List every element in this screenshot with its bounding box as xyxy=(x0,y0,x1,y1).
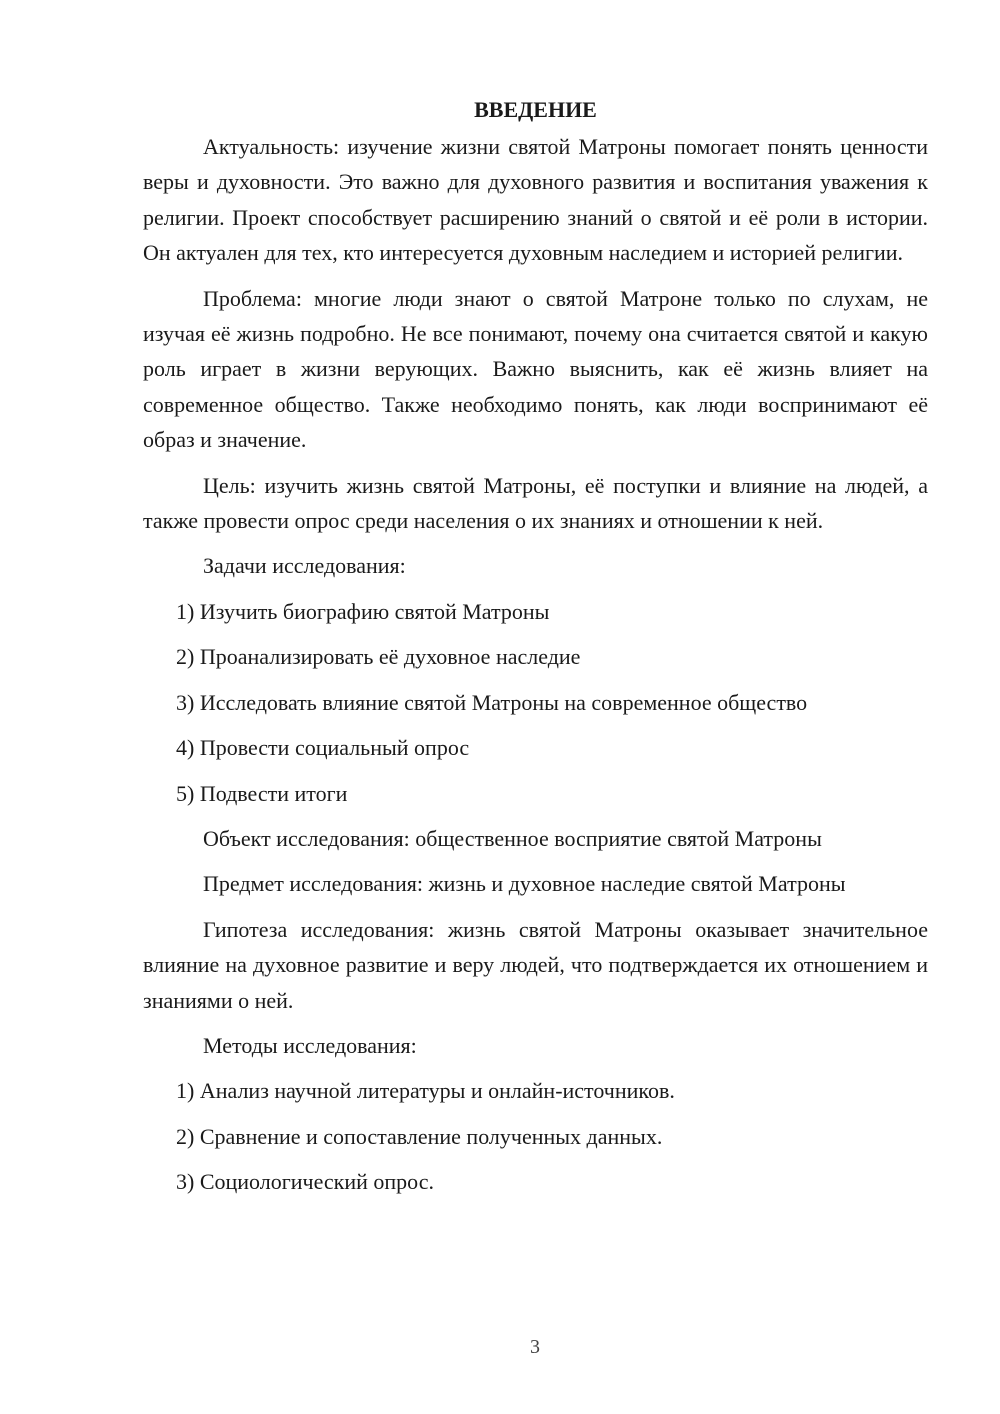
method-item: 3) Социологический опрос. xyxy=(176,1169,434,1195)
relevance-paragraph: Актуальность: изучение жизни святой Матроны помогает понять ценности веры и духовности. Это важно для духовного развития и воспитания уважения к религии. Проект способствует расширению знаний о святой и её роли в истории. Он актуален для тех, кто интересуется духовным наследием и историей религии. xyxy=(143,134,928,266)
method-item: 1) Анализ научной литературы и онлайн-источников. xyxy=(176,1078,675,1104)
goal-paragraph: Цель: изучить жизнь святой Матроны, её поступки и влияние на людей, а также провести опрос среди населения о их знаниях и отношении к ней. xyxy=(143,472,928,534)
task-item: 5) Подвести итоги xyxy=(176,780,348,806)
page-content xyxy=(143,92,928,1210)
research-subject: Предмет исследования: жизнь и духовное наследие святой Матроны xyxy=(203,871,846,897)
page-number: 3 xyxy=(530,1336,540,1358)
task-item: 4) Провести социальный опрос xyxy=(176,735,470,761)
page-title: ВВЕДЕНИЕ xyxy=(474,97,597,122)
task-item: 2) Проанализировать её духовное наследие xyxy=(176,644,581,670)
method-item: 2) Сравнение и сопоставление полученных данных. xyxy=(176,1123,663,1149)
methods-heading: Методы исследования: xyxy=(203,1032,417,1058)
task-item: 1) Изучить биографию святой Матроны xyxy=(176,598,550,624)
task-item: 3) Исследовать влияние святой Матроны на современное общество xyxy=(176,689,808,715)
research-object: Объект исследования: общественное восприятие святой Матроны xyxy=(203,825,822,851)
problem-paragraph: Проблема: многие люди знают о святой Матроне только по слухам, не изучая её жизнь подробно. Не все понимают, почему она считается святой и какую роль играет в жизни верующих. Важно выяснить, как её жизнь влияет на современное общество. Также необходимо понять, как люди воспринимают её образ и значение. xyxy=(143,285,928,453)
tasks-heading: Задачи исследования: xyxy=(203,553,406,579)
hypothesis-paragraph: Гипотеза исследования: жизнь святой Матроны оказывает значительное влияние на духовное развитие и веру людей, что подтверждается их отношением и знаниями о ней. xyxy=(143,916,928,1013)
